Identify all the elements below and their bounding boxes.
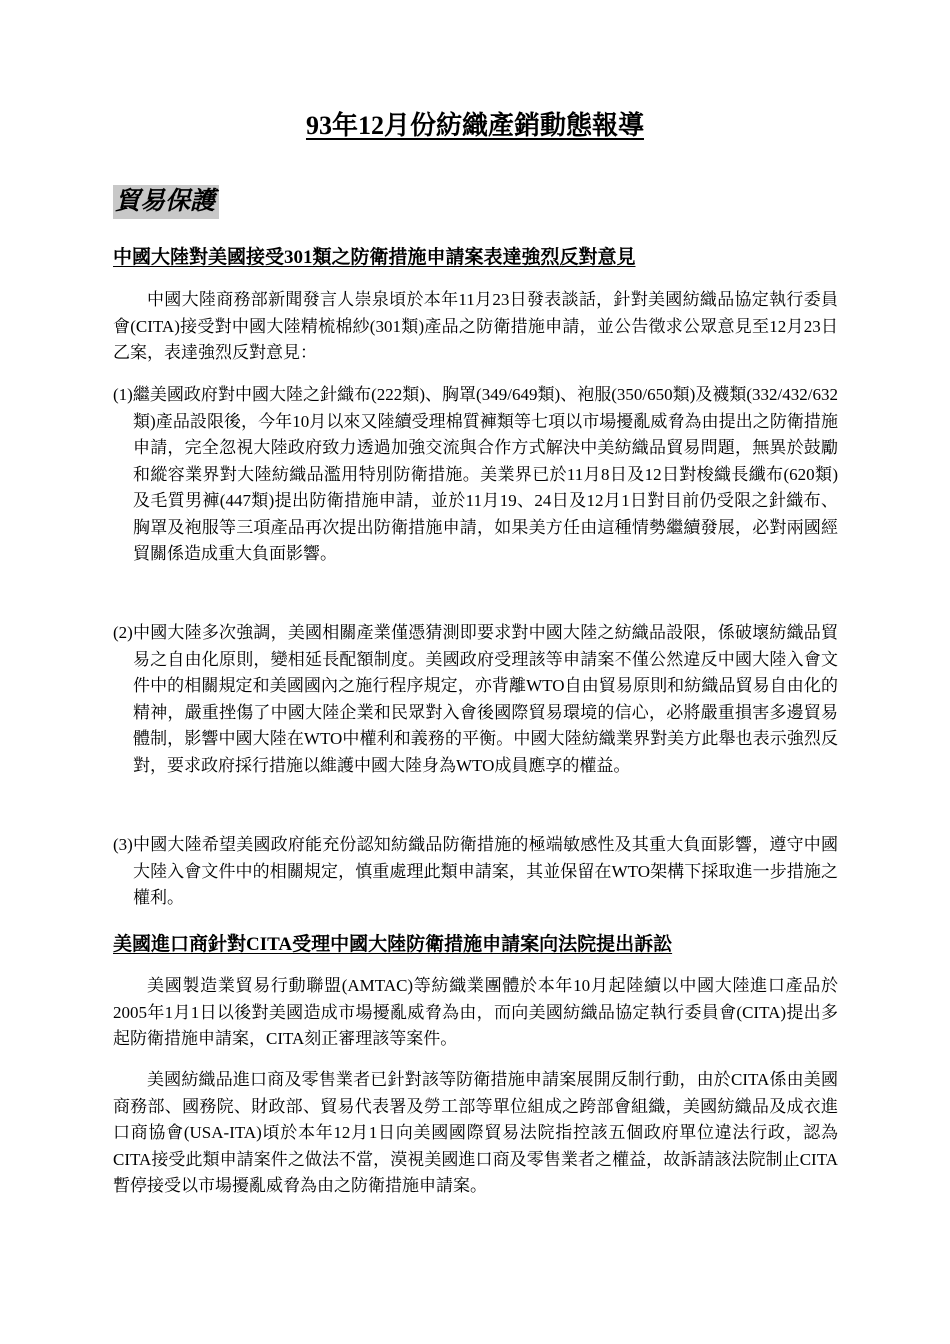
document-title: 93年12月份紡織產銷動態報導 <box>305 111 644 140</box>
article1-point-1: (1)繼美國政府對中國大陸之針織布(222類)、胸罩(349/649類)、袍服(350/650類)及襪類(332/432/632類)產品設限後，今年10月以來又陸續受理棉質褲類等七項以市場擾亂威脅為由提出之防衛措施申請，完全忽視大陸政府致力透過加強交流與合作方式解決中美紡織品貿易問題，無異於鼓勵和縱容業界對大陸紡織品濫用特別防衛措施。美業界已於11月8日及12日對梭織長纖布(620類)及毛質男褲(447類)提出防衛措施申請，並於11月19、24日及12月1日對目前仍受限之針織布、胸罩及袍服等三項產品再次提出防衛措施申請，如果美方任由這種情勢繼續發展，必對兩國經貿關係造成重大負面影響。 <box>113 385 838 563</box>
article-heading-1: 中國大陸對美國接受301類之防衛措施申請案表達強烈反對意見 <box>113 247 636 268</box>
article2-paragraph-2: 美國紡織品進口商及零售業者已針對該等防衛措施申請案展開反制行動，由於CITA係由美國商務部、國務院、財政部、貿易代表署及勞工部等單位組成之跨部會組織，美國紡織品及成衣進口商協會(USA-ITA)頃於本年12月1日向美國國際貿易法院指控該五個政府單位違法行政，認為CITA接受此類申請案件之做法不當，漠視美國進口商及零售業者之權益，故訴請該法院制止CITA暫停接受以市場擾亂威脅為由之防衛措施申請案。 <box>113 1070 838 1195</box>
article2-paragraph-1: 美國製造業貿易行動聯盟(AMTAC)等紡織業團體於本年10月起陸續以中國大陸進口產品於2005年1月1日以後對美國造成市場擾亂威脅為由，而向美國紡織品協定執行委員會(CITA)提出多起防衛措施申請案，CITA刻正審理該等案件。 <box>113 976 838 1048</box>
article1-point-3: (3)中國大陸希望美國政府能充份認知紡織品防衛措施的極端敏感性及其重大負面影響，遵守中國大陸入會文件中的相關規定，慎重處理此類申請案，其並保留在WTO架構下採取進一步措施之權利。 <box>113 835 838 907</box>
article1-intro: 中國大陸商務部新聞發言人崇泉頃於本年11月23日發表談話，針對美國紡織品協定執行委員會(CITA)接受對中國大陸精梳棉紗(301類)產品之防衛措施申請，並公告徵求公眾意見至12月23日乙案，表達強烈反對意見： <box>113 290 838 362</box>
article1-point-2: (2)中國大陸多次強調，美國相關產業僅憑猜測即要求對中國大陸之紡織品設限，係破壞紡織品貿易之自由化原則，變相延長配額制度。美國政府受理該等申請案不僅公然違反中國大陸入會文件中的相關規定和美國國內之施行程序規定，亦背離WTO自由貿易原則和紡織品貿易自由化的精神，嚴重挫傷了中國大陸企業和民眾對入會後國際貿易環境的信心，必將嚴重損害多邊貿易體制，影響中國大陸在WTO中權利和義務的平衡。中國大陸紡織業界對美方此舉也表示強烈反對，要求政府採行措施以維護中國大陸身為WTO成員應享的權益。 <box>113 623 838 775</box>
section-title: 貿易保護 <box>113 185 219 219</box>
article-heading-2: 美國進口商針對CITA受理中國大陸防衛措施申請案向法院提出訴訟 <box>113 934 673 955</box>
